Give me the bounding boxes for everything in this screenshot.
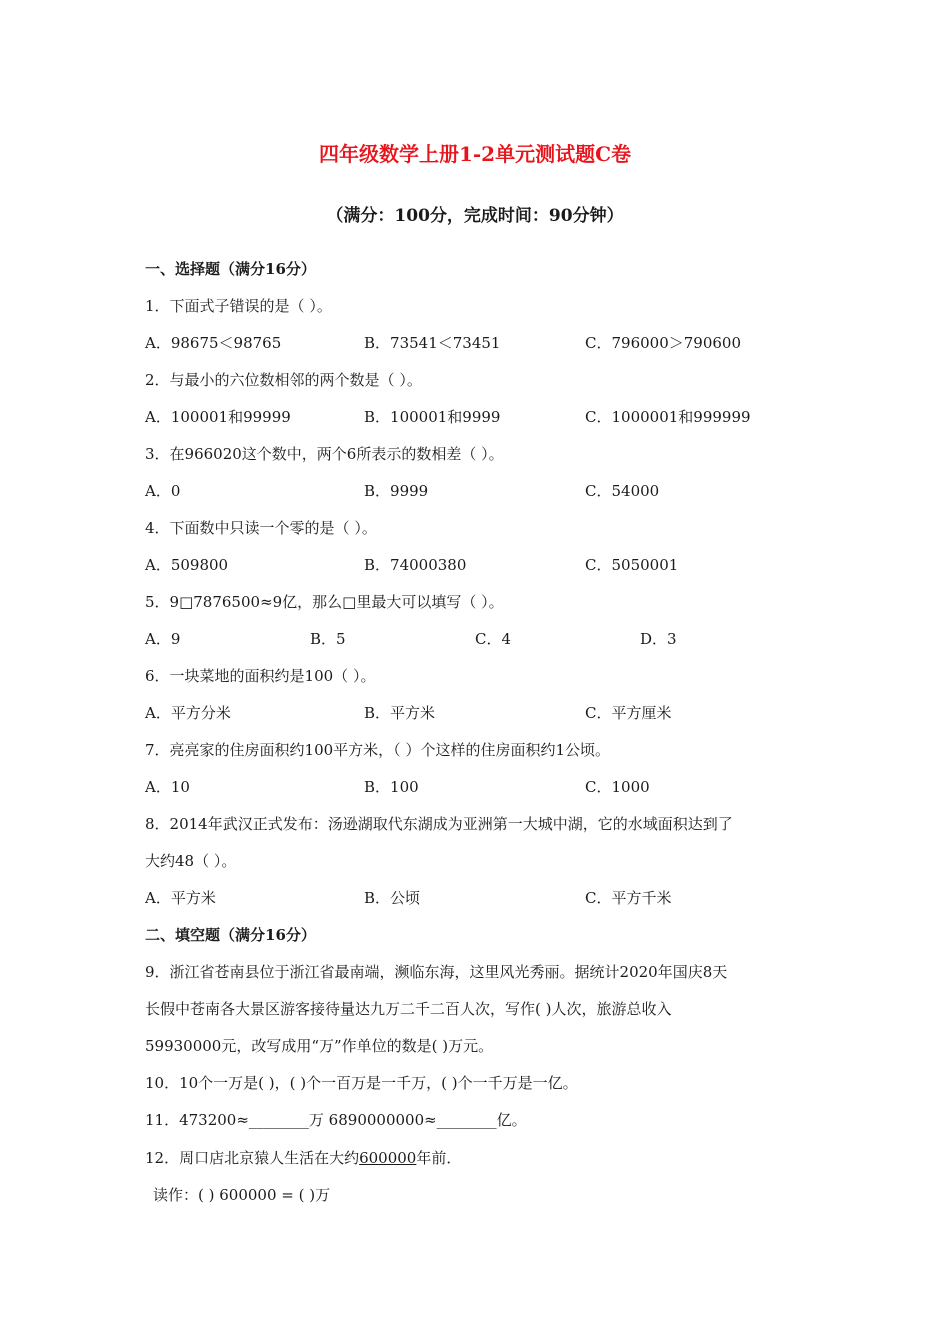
question-5-stem: 5．9□7876500≈9亿，那么□里最大可以填写（ ）。 <box>145 593 504 611</box>
question-7-stem: 7．亮亮家的住房面积约100平方米，（ ）个这样的住房面积约1公顷。 <box>145 741 610 759</box>
question-2-stem: 2．与最小的六位数相邻的两个数是（ ）。 <box>145 371 422 389</box>
question-1-option-a: A．98675＜98765 <box>145 334 282 352</box>
question-2-option-b: B．100001和9999 <box>364 408 501 426</box>
question-5-option-c: C．4 <box>475 630 512 648</box>
question-5-option-b: B．5 <box>310 630 346 648</box>
question-4-option-a: A．509800 <box>145 556 229 574</box>
question-12-stem <box>145 1148 461 1168</box>
question-9-line3: 59930000元，改写成用“万”作单位的数是( )万元。 <box>145 1037 494 1055</box>
question-6-stem: 6．一块菜地的面积约是100（ ）。 <box>145 667 376 685</box>
page-title: 四年级数学上册1-2单元测试题C卷 <box>318 142 632 166</box>
question-8-option-b: B．公顷 <box>364 889 421 907</box>
question-12-prefix: 12．周口店北京猿人生活在大约 <box>145 1149 360 1167</box>
question-2-option-a: A．100001和99999 <box>145 408 291 426</box>
question-6-option-c: C．平方厘米 <box>585 704 672 722</box>
section-fill-heading: 二、填空题（满分16分） <box>145 926 316 944</box>
question-1-option-c: C．796000＞790600 <box>585 334 741 352</box>
question-4-option-b: B．74000380 <box>364 556 467 574</box>
question-4-option-c: C．5050001 <box>585 556 679 574</box>
question-10: 10．10个一万是( )，( )个一百万是一千万，( )个一千万是一亿。 <box>145 1074 578 1092</box>
question-12-suffix: 年前． <box>416 1149 462 1167</box>
question-3-option-c: C．54000 <box>585 482 660 500</box>
question-5-option-a: A．9 <box>145 630 181 648</box>
question-8-stem-line1: 8．2014年武汉正式发布：汤逊湖取代东湖成为亚洲第一大城中湖，它的水域面积达到了 <box>145 815 733 833</box>
question-1-stem: 1．下面式子错误的是（ ）。 <box>145 297 332 315</box>
question-12-number: 600000 <box>359 1149 417 1167</box>
section-choice-heading: 一、选择题（满分16分） <box>145 260 316 278</box>
question-4-stem: 4．下面数中只读一个零的是（ ）。 <box>145 519 377 537</box>
question-3-stem: 3．在966020这个数中，两个6所表示的数相差（ ）。 <box>145 445 504 463</box>
question-7-option-b: B．100 <box>364 778 419 796</box>
question-5-option-d: D．3 <box>640 630 677 648</box>
question-6-option-b: B．平方米 <box>364 704 436 722</box>
question-9-line2: 长假中苍南各大景区游客接待量达九万二千二百人次，写作( )人次，旅游总收入 <box>145 1000 672 1018</box>
question-9-line1: 9．浙江省苍南县位于浙江省最南端，濒临东海，这里风光秀丽。据统计2020年国庆8天 <box>145 963 728 981</box>
question-8-option-c: C．平方千米 <box>585 889 672 907</box>
question-11: 11．473200≈________万 6890000000≈________亿。 <box>145 1111 527 1129</box>
question-7-option-c: C．1000 <box>585 778 650 796</box>
question-3-option-a: A．0 <box>145 482 181 500</box>
question-2-option-c: C．1000001和999999 <box>585 408 751 426</box>
page-subtitle: （满分：100分，完成时间：90分钟） <box>326 206 624 226</box>
question-8-stem-line2: 大约48（ ）。 <box>145 852 237 870</box>
question-3-option-b: B．9999 <box>364 482 429 500</box>
question-8-option-a: A．平方米 <box>145 889 216 907</box>
question-7-option-a: A．10 <box>145 778 190 796</box>
question-6-option-a: A．平方分米 <box>145 704 231 722</box>
question-1-option-b: B．73541＜73451 <box>364 334 501 352</box>
question-12-subline: 读作：( ) 600000 = ( )万 <box>153 1186 331 1204</box>
